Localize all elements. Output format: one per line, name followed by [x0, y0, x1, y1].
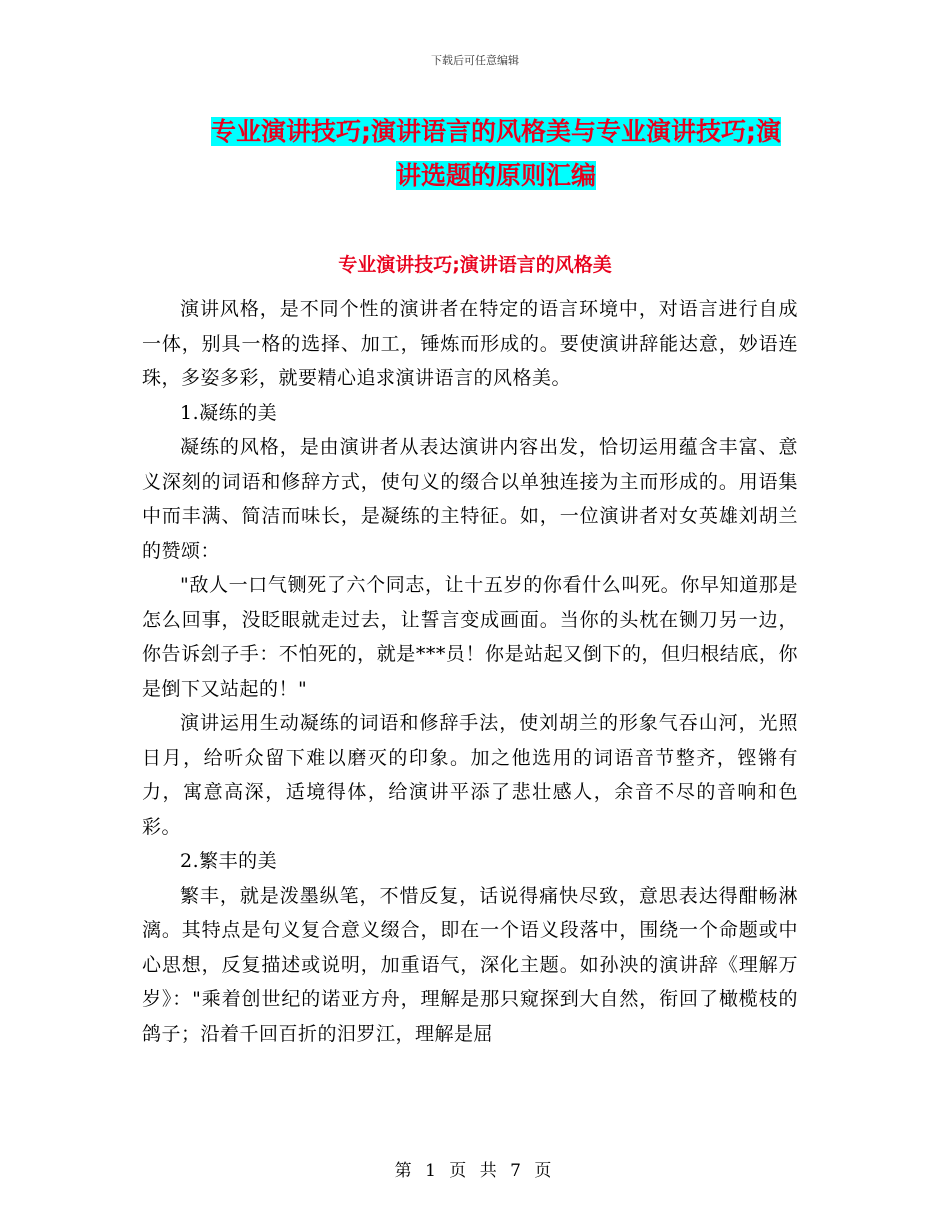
title-line-1: 专业演讲技巧;演讲语言的风格美与专业演讲技巧;演	[211, 117, 781, 146]
document-title	[190, 110, 802, 198]
header-note: 下载后可任意编辑	[431, 54, 519, 67]
page-footer: 第 1 页 共 7 页	[394, 1161, 556, 1181]
section-heading: 专业演讲技巧;演讲语言的风格美	[338, 254, 612, 276]
subheading-concise: 1.凝练的美	[180, 401, 278, 424]
body-text	[142, 292, 798, 1051]
paragraph: 繁丰，就是泼墨纵笔，不惜反复，话说得痛快尽致，意思表达得酣畅淋漓。其特点是句义复合意义缀合，即在一个语义段落中，围绕一个命题或中心思想，反复描述或说明，加重语气，深化主题。如孙泱的演讲辞《理解万岁》："乘着创世纪的诺亚方舟，理解是那只窥探到大自然，衔回了橄榄枝的鸽子；沿着千回百折的汨罗江，理解是屈	[142, 884, 798, 1045]
title-line-2: 讲选题的原则汇编	[395, 161, 596, 190]
paragraph: 演讲运用生动凝练的词语和修辞手法，使刘胡兰的形象气吞山河，光照日月，给听众留下难以磨灭的印象。加之他选用的词语音节整齐，铿锵有力，寓意高深，适境得体，给演讲平添了悲壮感人，余音不尽的音响和色彩。	[142, 712, 798, 838]
subheading-rich: 2.繁丰的美	[180, 850, 278, 872]
paragraph: 演讲风格，是不同个性的演讲者在特定的语言环境中，对语言进行自成一体，别具一格的选择、加工，锤炼而形成的。要使演讲辞能达意，妙语连珠，多姿多彩，就要精心追求演讲语言的风格美。	[142, 298, 798, 389]
paragraph: 凝练的风格，是由演讲者从表达演讲内容出发，恰切运用蕴含丰富、意义深刻的词语和修辞方式，使句义的缀合以单独连接为主而形成的。用语集中而丰满、简洁而味长，是凝练的主特征。如，一位演讲者对女英雄刘胡兰的赞颂：	[142, 436, 798, 562]
quote-paragraph: "敌人一口气铡死了六个同志，让十五岁的你看什么叫死。你早知道那是怎么回事，没眨眼就走过去，让誓言变成画面。当你的头枕在铡刀另一边，你告诉刽子手：不怕死的，就是***员！你是站起又倒下的，但归根结底，你是倒下又站起的！"	[142, 574, 798, 700]
